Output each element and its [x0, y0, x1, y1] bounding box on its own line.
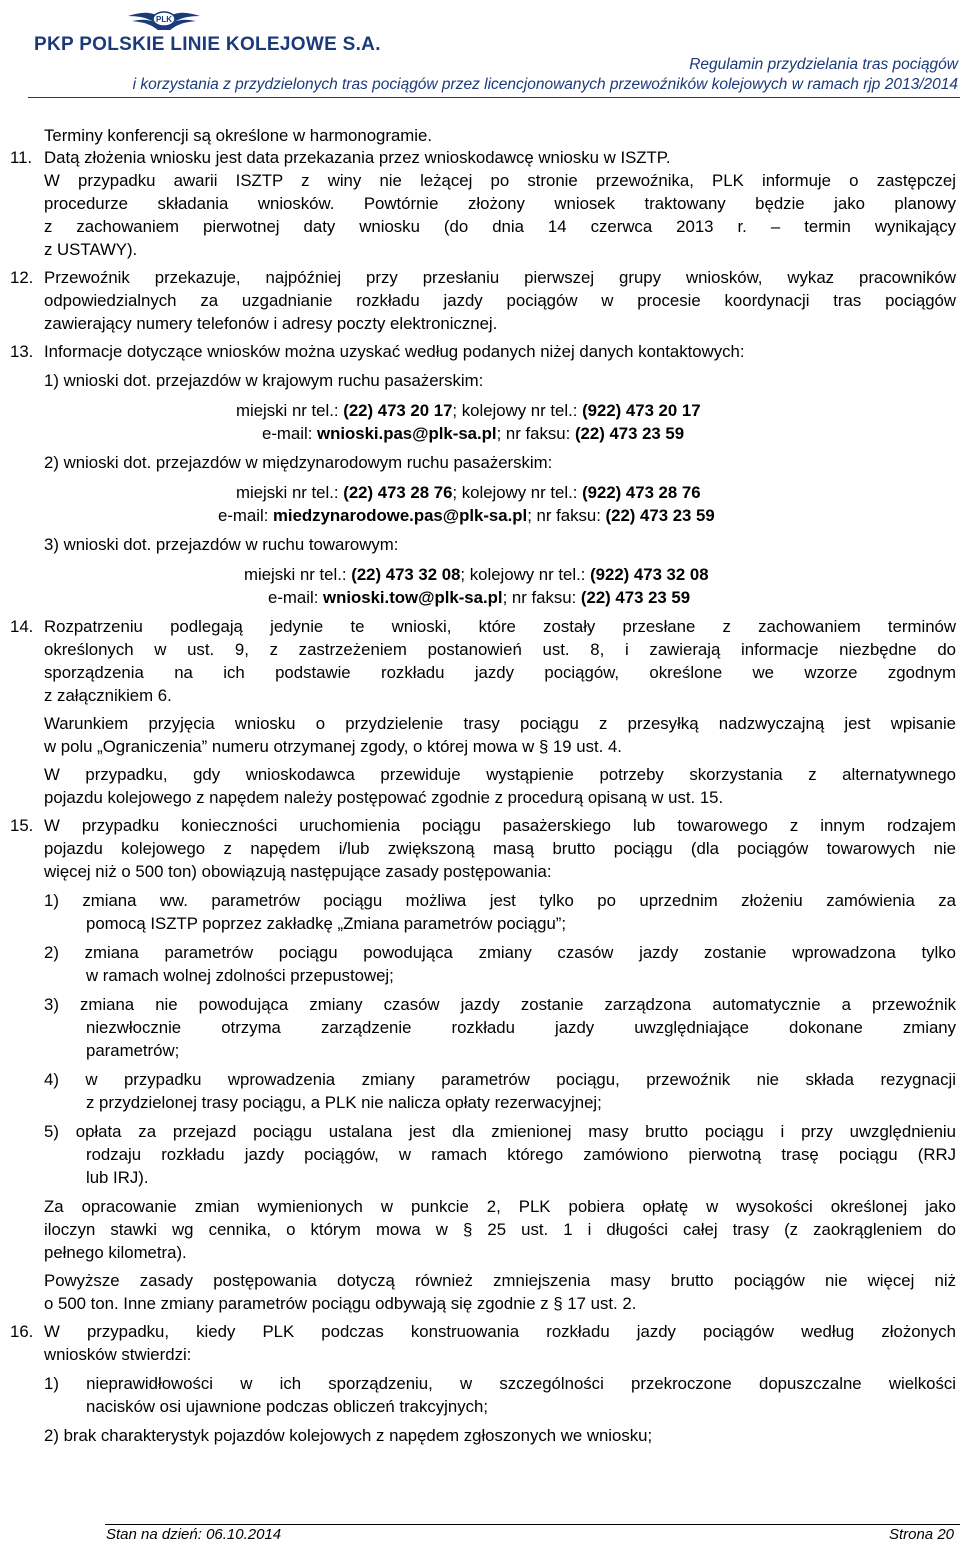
text-line: wniosków stwierdzi:: [44, 1345, 192, 1364]
list-item: 2) zmiana parametrów pociągu powodująca zmiany czasów jazdy zostanie wprowadzona tylko: [44, 943, 956, 962]
text-line: parametrów;: [86, 1041, 180, 1060]
list-item: 1) nieprawidłowości w ich sporządzeniu, w szczególności przekroczone dopuszczalne wielkości: [44, 1374, 956, 1393]
list-item: 5) opłata za przejazd pociągu ustalana jest dla zmienionej masy brutto pociągu i przy uwzględnieniu: [44, 1122, 956, 1141]
footer-page-number: Strona 20: [888, 1526, 954, 1543]
text-line: lub IRJ).: [86, 1168, 149, 1187]
text-line: Warunkiem przyjęcia wniosku o przydzielenie trasy pociągu z przesyłką nadzwyczajną jest wpisanie: [44, 714, 956, 733]
text-line: rodzaju rozkładu jazdy pociągów, w ramach którego zamówiono pierwotną trasę pociągu (RRJ: [86, 1145, 956, 1164]
text-line: W przypadku, gdy wnioskodawca przewiduje wystąpienie potrzeby skorzystania z alternatywnego: [44, 765, 956, 784]
text-line: sporządzenia na ich podstawie rozkładu jazdy pociągów, określone we wzorze zgodnym: [44, 663, 956, 682]
footer-divider: [105, 1524, 960, 1525]
text-line: Terminy konferencji są określone w harmonogramie.: [44, 126, 432, 145]
text-line: z załącznikiem 6.: [44, 686, 172, 705]
contact-label: 2) wnioski dot. przejazdów w międzynarodowym ruchu pasażerskim:: [44, 453, 553, 472]
company-name: PKP POLSKIE LINIE KOLEJOWE S.A.: [34, 34, 381, 55]
text-line: pełnego kilometra).: [44, 1243, 187, 1262]
text-line: W przypadku konieczności uruchomienia pociągu pasażerskiego lub towarowego z innym rodzajem: [44, 816, 956, 835]
document-title: Regulamin przydzielania tras pociągów: [689, 56, 958, 73]
emblem-text: PLK: [156, 15, 172, 24]
list-item: 4) w przypadku wprowadzenia zmiany parametrów pociągu, przewoźnik nie składa rezygnacji: [44, 1070, 956, 1089]
text-line: Rozpatrzeniu podlegają jedynie te wnioski, które zostały przesłane z zachowaniem terminów: [44, 617, 956, 636]
text-line: pomocą ISZTP poprzez zakładkę „Zmiana parametrów pociągu”;: [86, 914, 567, 933]
text-line: zawierający numery telefonów i adresy poczty elektronicznej.: [44, 314, 498, 333]
section-number: 14.: [10, 617, 34, 636]
plk-emblem-icon: [126, 6, 202, 32]
section-number: 13.: [10, 342, 34, 361]
footer-date: Stan na dzień: 06.10.2014: [106, 1526, 282, 1543]
page-header: [0, 0, 960, 100]
document-subtitle: i korzystania z przydzielonych tras pociągów przez licencjonowanych przewoźników kolejowych w ramach rjp 2013/2014: [132, 76, 958, 93]
contact-email: e-mail: miedzynarodowe.pas@plk-sa.pl; nr faksu: (22) 473 23 59: [218, 506, 715, 525]
list-item: 3) zmiana nie powodująca zmiany czasów jazdy zostanie zarządzona automatycznie a przewoźnik: [44, 995, 956, 1014]
section-number: 16.: [10, 1322, 34, 1341]
list-item: 1) zmiana ww. parametrów pociągu możliwa jest tylko po uprzednim złożeniu zamówienia za: [44, 891, 956, 910]
contact-phones: miejski nr tel.: (22) 473 28 76; kolejowy nr tel.: (922) 473 28 76: [236, 483, 701, 502]
text-line: niezwłocznie otrzyma zarządzenie rozkładu jazdy uwzględniające dokonane zmiany: [86, 1018, 956, 1037]
contact-label: 1) wnioski dot. przejazdów w krajowym ruchu pasażerskim:: [44, 371, 484, 390]
text-line: pojazdu kolejowego z napędem należy postępować zgodnie z procedurą opisaną w ust. 15.: [44, 788, 724, 807]
text-line: nacisków osi ujawnione podczas obliczeń trakcyjnych;: [86, 1397, 489, 1416]
text-line: iloczyn stawki wg cennika, o którym mowa w § 25 ust. 1 i długości całej trasy (z zaokrągleniem do: [44, 1220, 956, 1239]
contact-label: 3) wnioski dot. przejazdów w ruchu towarowym:: [44, 535, 399, 554]
text-line: Informacje dotyczące wniosków można uzyskać według podanych niżej danych kontaktowych:: [44, 342, 745, 361]
contact-phones: miejski nr tel.: (22) 473 20 17; kolejowy nr tel.: (922) 473 20 17: [236, 401, 701, 420]
list-item: 2) brak charakterystyk pojazdów kolejowych z napędem zgłoszonych we wniosku;: [44, 1426, 653, 1445]
contact-phones: miejski nr tel.: (22) 473 32 08; kolejowy nr tel.: (922) 473 32 08: [244, 565, 709, 584]
text-line: Powyższe zasady postępowania dotyczą również zmniejszenia masy brutto pociągów nie więcej niż: [44, 1271, 956, 1290]
text-line: określonych w ust. 9, z zastrzeżeniem postanowień ust. 8, i zawierają informacje niezbędne do: [44, 640, 956, 659]
text-line: procedurze składania wniosków. Powtórnie złożony wniosek traktowany będzie jako planowy: [44, 194, 956, 213]
text-line: Datą złożenia wniosku jest data przekazania przez wnioskodawcę wniosku w ISZTP.: [44, 148, 671, 167]
section-number: 12.: [10, 268, 34, 287]
text-line: odpowiedzialnych za uzgadnianie rozkładu jazdy pociągów w procesie koordynacji tras pociągów: [44, 291, 956, 310]
text-line: z USTAWY).: [44, 240, 138, 259]
section-number: 15.: [10, 816, 34, 835]
section-number: 11.: [10, 148, 33, 167]
text-line: w ramach wolnej zdolności przepustowej;: [86, 966, 394, 985]
header-divider: [28, 97, 960, 98]
contact-email: e-mail: wnioski.tow@plk-sa.pl; nr faksu: (22) 473 23 59: [268, 588, 691, 607]
text-line: pojazdu kolejowego z napędem i/lub zwiększoną masą brutto pociągu (dla pociągów towarowych nie: [44, 839, 956, 858]
text-line: o 500 ton. Inne zmiany parametrów pociągu odbywają się zgodnie z § 17 ust. 2.: [44, 1294, 637, 1313]
text-line: z przydzielonej trasy pociągu, a PLK nie nalicza opłaty rezerwacyjnej;: [86, 1093, 602, 1112]
text-line: W przypadku, kiedy PLK podczas konstruowania rozkładu jazdy pociągów według złożonych: [44, 1322, 956, 1341]
text-line: W przypadku awarii ISZTP z winy nie leżącej po stronie przewoźnika, PLK informuje o zastępczej: [44, 171, 956, 190]
text-line: Za opracowanie zmian wymienionych w punkcie 2, PLK pobiera opłatę w wysokości określonej jako: [44, 1197, 956, 1216]
contact-email: e-mail: wnioski.pas@plk-sa.pl; nr faksu: (22) 473 23 59: [262, 424, 685, 443]
text-line: z zachowaniem pierwotnej daty wniosku (do dnia 14 czerwca 2013 r. – termin wynikający: [44, 217, 956, 236]
text-line: w polu „Ograniczenia” numeru otrzymanej zgody, o której mowa w § 19 ust. 4.: [44, 737, 622, 756]
text-line: więcej niż o 500 ton) obowiązują następujące zasady postępowania:: [44, 862, 552, 881]
text-line: Przewoźnik przekazuje, najpóźniej przy przesłaniu pierwszej grupy wniosków, wykaz pracowników: [44, 268, 956, 287]
